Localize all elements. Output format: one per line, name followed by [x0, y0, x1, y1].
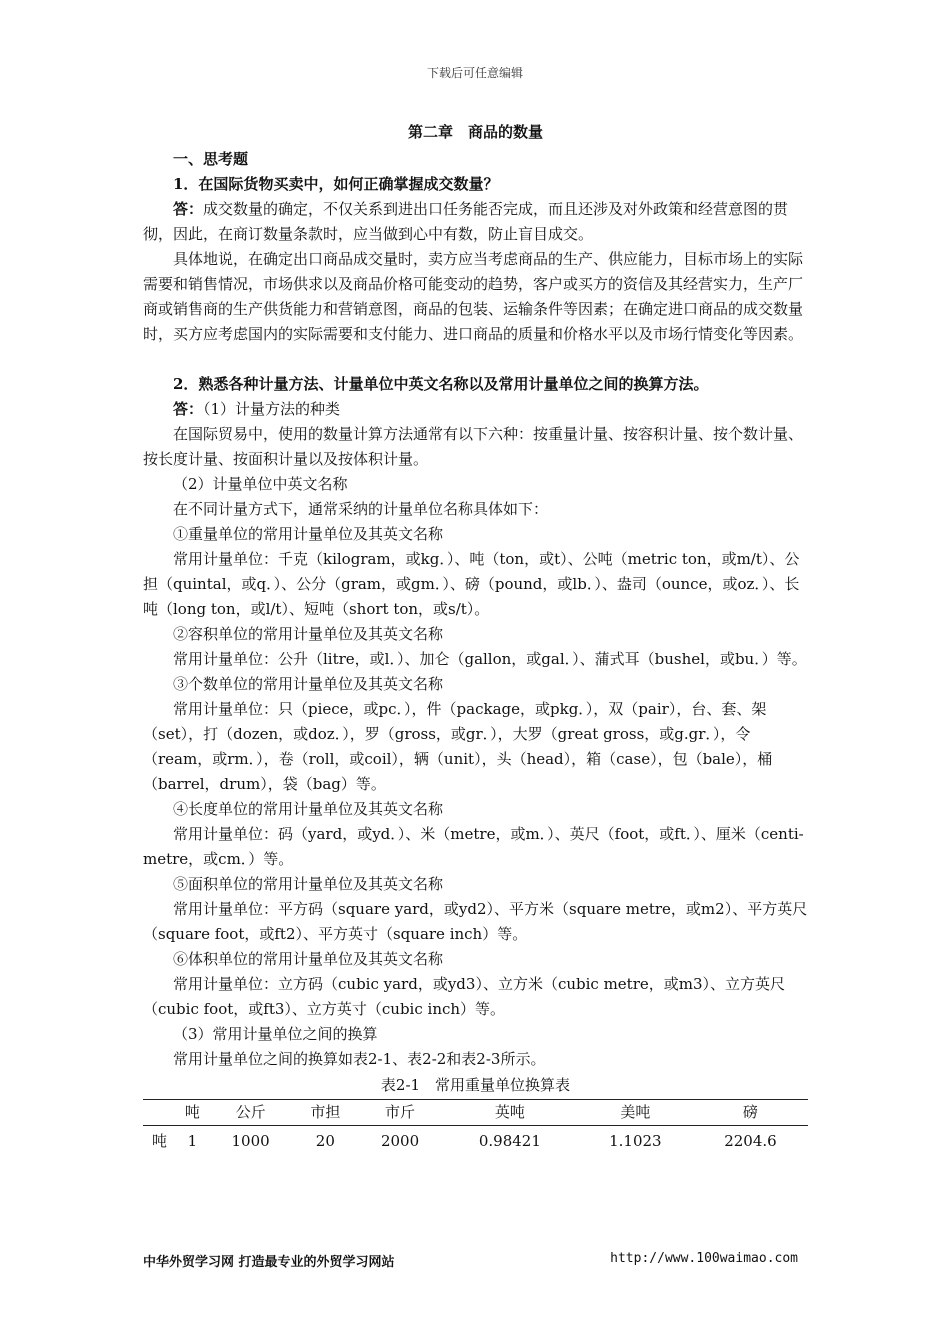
table-cell: 2000: [380, 1132, 420, 1150]
count-heading: ③个数单位的常用计量单位及其英文名称: [173, 675, 444, 693]
table-header-cell: 公斤: [235, 1103, 266, 1121]
table-cell: 1.1023: [609, 1132, 662, 1150]
table-header-cell: 市担: [310, 1103, 341, 1121]
paragraph-conversion: 常用计量单位之间的换算如表2-1、表2-2和表2-3所示。: [173, 1050, 546, 1068]
table-cell: 0.98421: [478, 1132, 541, 1150]
table-row: [143, 1126, 808, 1155]
subheading-conversion: （3）常用计量单位之间的换算: [173, 1025, 378, 1043]
weight-conversion-table: [143, 1099, 808, 1154]
capacity-heading: ②容积单位的常用计量单位及其英文名称: [173, 625, 444, 643]
table-caption: 表2-1 常用重量单位换算表: [380, 1076, 571, 1094]
table-header-row: [143, 1100, 808, 1126]
section-heading: 一、思考题: [173, 150, 249, 168]
answer-1-paragraph-1: [143, 197, 808, 247]
paragraph-units-intro: 在不同计量方式下，通常采纳的计量单位名称具体如下：: [173, 500, 549, 518]
table-header-cell: [143, 1100, 176, 1126]
table-cell: 20: [315, 1132, 335, 1150]
chapter-title: 第二章 商品的数量: [407, 123, 543, 141]
paragraph-methods: 在国际贸易中，使用的数量计算方法通常有以下六种：按重量计量、按容积计量、按个数计量、按长度计量、按面积计量以及按体积计量。: [143, 425, 804, 468]
answer-label: 答：: [173, 200, 204, 218]
length-body: 常用计量单位：码（yard，或yd．）、米（metre，或m．）、英尺（foot，或ft．）、厘米（centi-metre，或cm．）等。: [143, 825, 804, 868]
answer-label: 答：: [173, 400, 204, 418]
document-body: [143, 120, 808, 1154]
table-header-cell: 吨: [184, 1103, 200, 1121]
footer-url: http://www.100waimao.com: [610, 1251, 798, 1266]
capacity-body: 常用计量单位：公升（litre，或l．）、加仑（gallon，或gal．）、蒲式耳（bushel，或bu．）等。: [173, 650, 807, 668]
header-note: 下载后可任意编辑: [426, 66, 523, 80]
question-1: 1．在国际货物买卖中，如何正确掌握成交数量？: [173, 175, 499, 193]
subheading-units: （2）计量单位中英文名称: [173, 475, 348, 493]
weight-body: 常用计量单位：千克（kilogram，或kg．）、吨（ton，或t）、公吨（metric ton，或m/t）、公担（quintal，或q．）、公分（gram，或gm．）、磅（pound，或lb．）、盎司（ounce，或oz．）、长吨（long ton，或l/t）、短吨（short ton，或s/t）。: [143, 550, 800, 618]
table-cell: 2204.6: [724, 1132, 777, 1150]
area-heading: ⑤面积单位的常用计量单位及其英文名称: [173, 875, 444, 893]
area-body: 常用计量单位：平方码（square yard，或yd2）、平方米（square metre，或m2）、平方英尺（square foot，或ft2）、平方英寸（square inch）等。: [143, 900, 808, 943]
length-heading: ④长度单位的常用计量单位及其英文名称: [173, 800, 444, 818]
volume-body: 常用计量单位：立方码（cubic yard，或yd3）、立方米（cubic metre，或m3）、立方英尺（cubic foot，或ft3）、立方英寸（cubic inch）等。: [143, 975, 786, 1018]
table-header-cell: 美吨: [620, 1103, 651, 1121]
question-2: 2．熟悉各种计量方法、计量单位中英文名称以及常用计量单位之间的换算方法。: [173, 375, 709, 393]
count-body: 常用计量单位：只（piece，或pc．），件（package，或pkg．），双（pair），台、套、架（set），打（dozen，或doz．），罗（gross，或gr．），大罗（great gross，或g.gr．），令（ream，或rm．），卷（roll，或coil），辆（unit），头（head），箱（case），包（bale），桶（barrel，drum），袋（bag）等。: [143, 700, 773, 793]
answer-1-paragraph-2: 具体地说，在确定出口商品成交量时，卖方应当考虑商品的生产、供应能力，目标市场上的实际需要和销售情况，市场供求以及商品价格可能变动的趋势，客户或买方的资信及其经营实力，生产厂商或销售商的生产供货能力和营销意图，商品的包装、运输条件等因素；在确定进口商品的成交数量时，买方应考虑国内的实际需要和支付能力、进口商品的质量和价格水平以及市场行情变化等因素。: [143, 250, 804, 343]
table-header-cell: 市斤: [385, 1103, 416, 1121]
table-header-cell: 磅: [742, 1103, 758, 1121]
table-cell: 1000: [231, 1132, 270, 1150]
answer-text: 成交数量的确定，不仅关系到进出口任务能否完成，而且还涉及对外政策和经营意图的贯彻，因此，在商订数量条款时，应当做到心中有数，防止盲目成交。: [143, 200, 789, 243]
table-cell: 1: [187, 1132, 198, 1150]
answer-2-intro: [143, 397, 808, 422]
volume-heading: ⑥体积单位的常用计量单位及其英文名称: [173, 950, 444, 968]
weight-heading: ①重量单位的常用计量单位及其英文名称: [173, 525, 444, 543]
table-header-cell: 英吨: [494, 1103, 525, 1121]
answer-text: （1）计量方法的种类: [203, 400, 341, 418]
table-cell: 吨: [151, 1132, 167, 1150]
footer-site-name: 中华外贸学习网 打造最专业的外贸学习网站: [143, 1255, 395, 1270]
